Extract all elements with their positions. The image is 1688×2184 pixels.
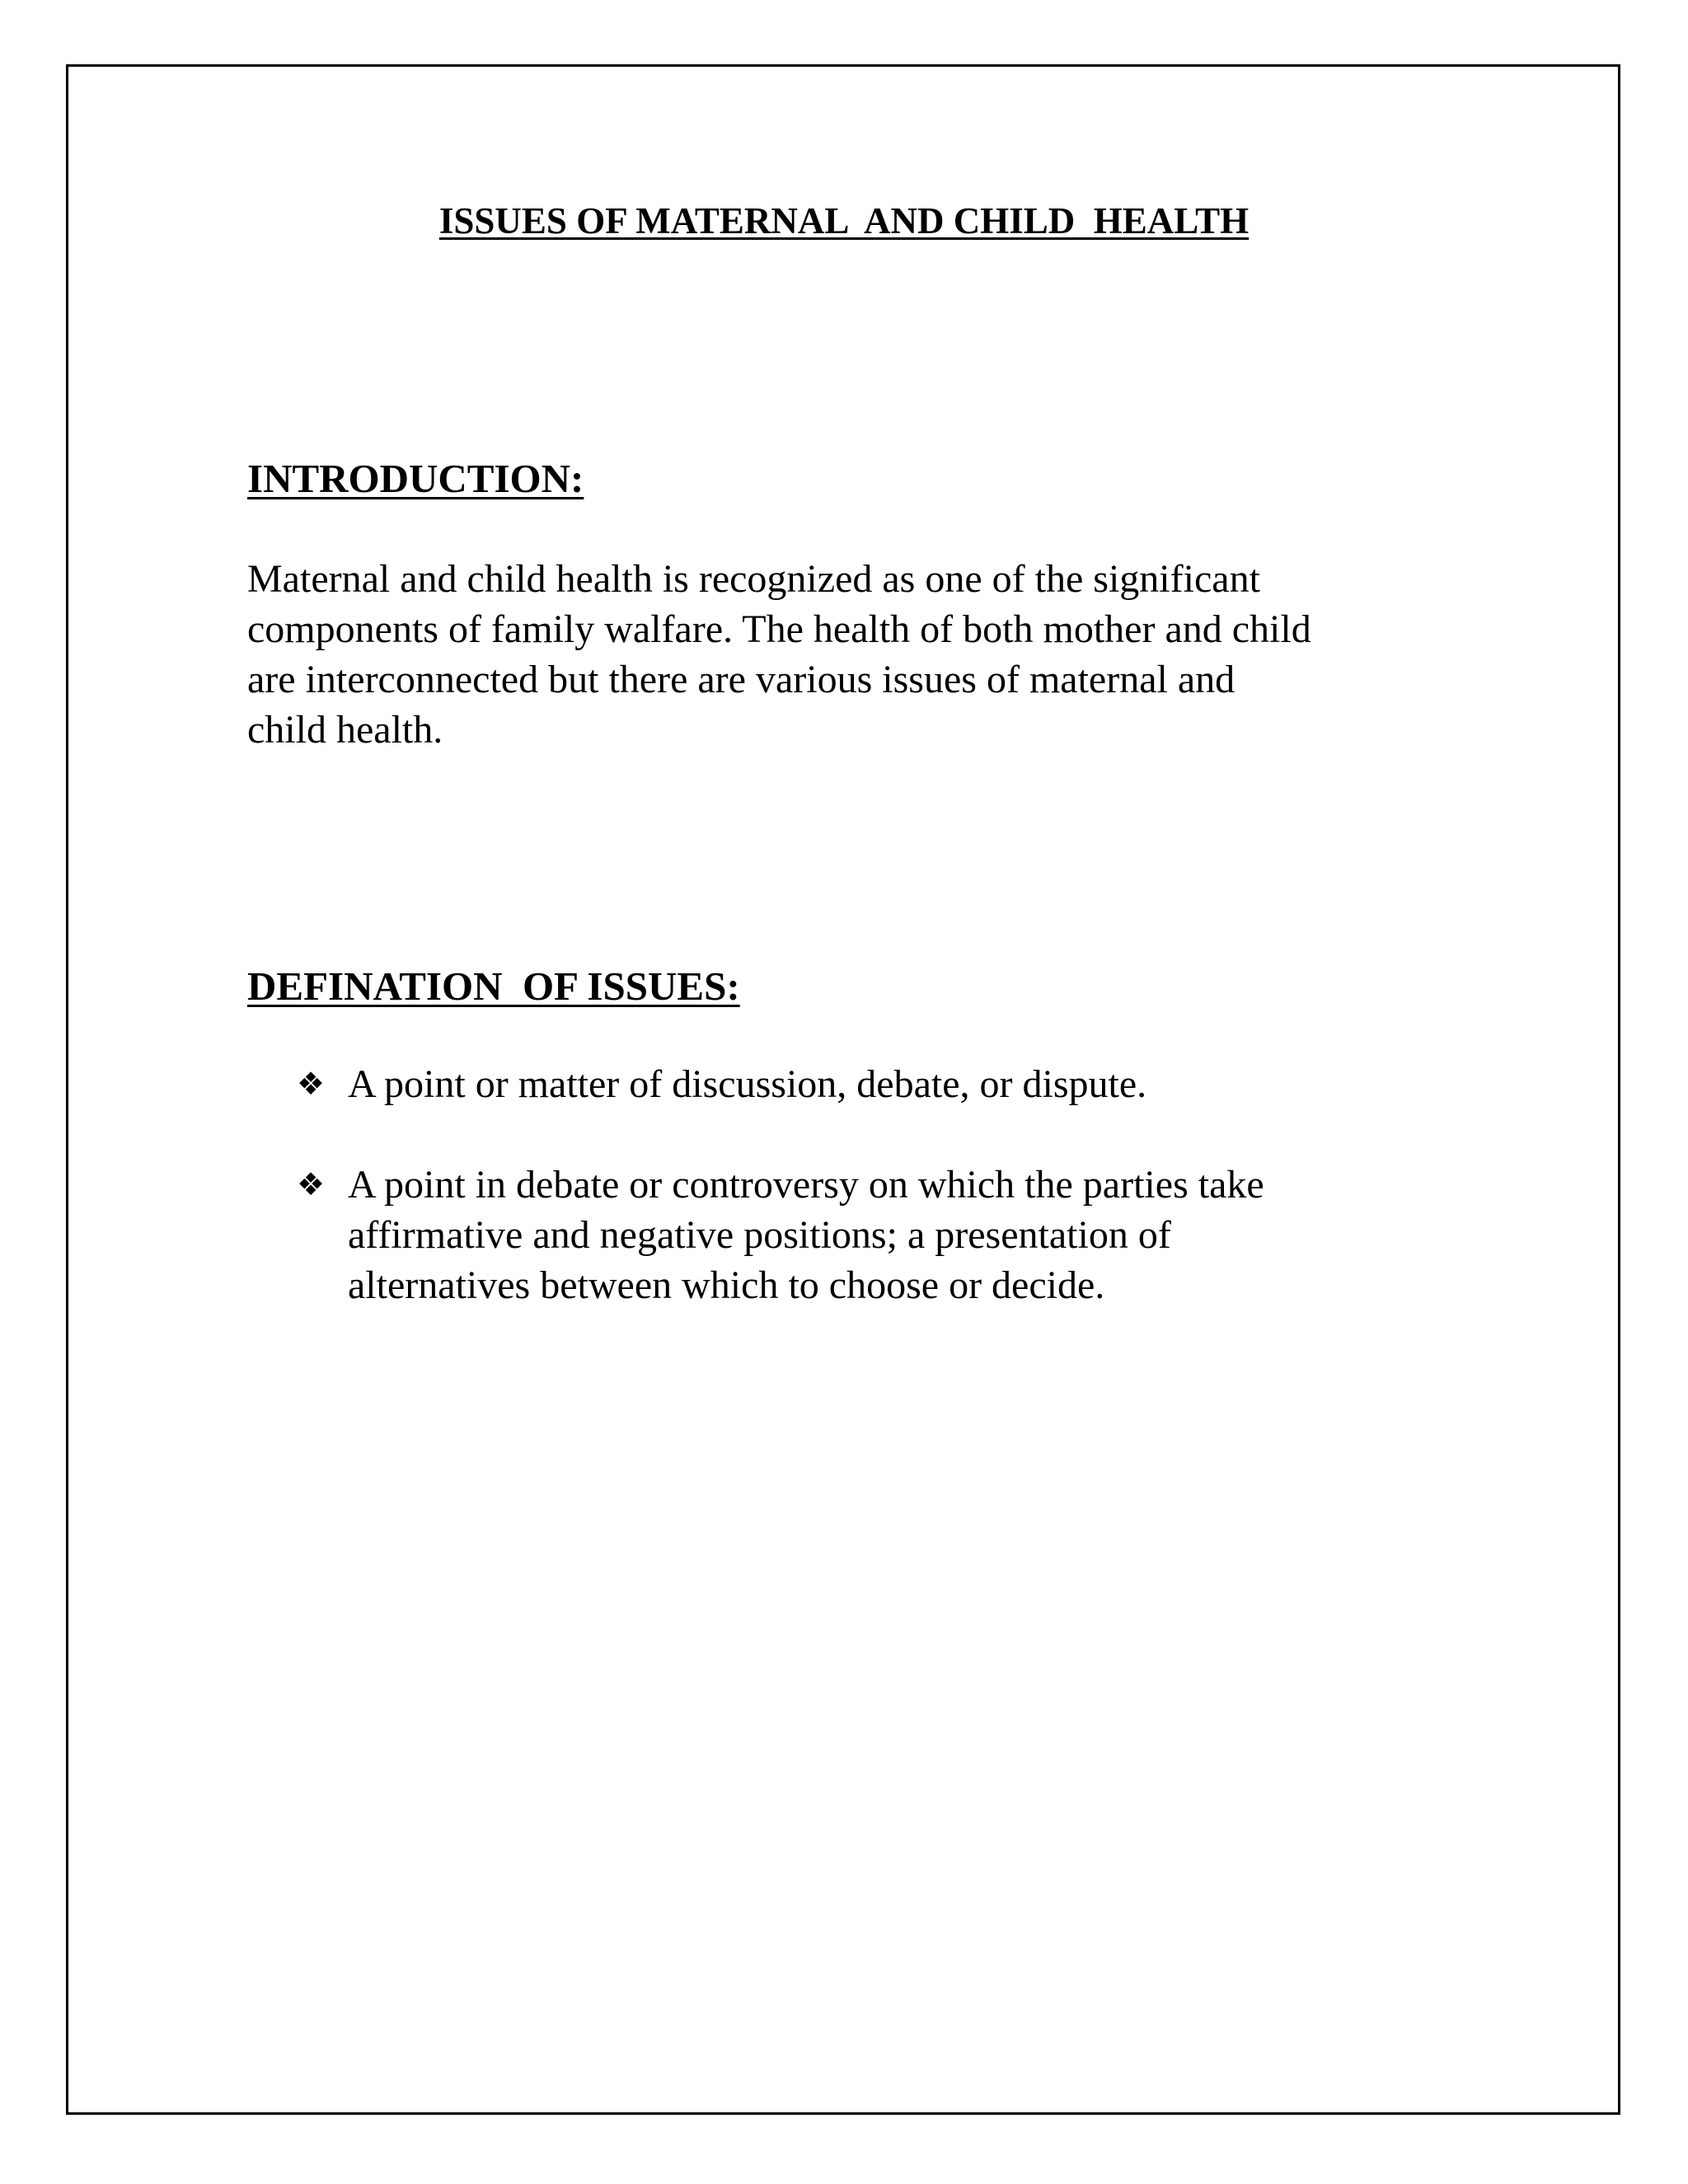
- introduction-line: components of family walfare. The health of both mother and child: [247, 607, 1311, 651]
- four-diamond-bullet-icon: ❖: [297, 1166, 326, 1202]
- introduction-heading: INTRODUCTION:: [247, 456, 584, 501]
- introduction-line: child health.: [247, 708, 443, 752]
- definition-line: affirmative and negative positions; a presentation of: [348, 1213, 1171, 1257]
- definition-line: A point in debate or controversy on which the parties take: [348, 1163, 1264, 1207]
- document-title: ISSUES OF MATERNAL AND CHILD HEALTH: [438, 200, 1250, 241]
- definition-list: [297, 1059, 1264, 1361]
- definition-line: alternatives between which to choose or decide.: [348, 1263, 1105, 1307]
- introduction-line: Maternal and child health is recognized as one of the significant: [247, 557, 1260, 601]
- definition-item: [297, 1160, 1264, 1310]
- introduction-paragraph: [247, 554, 1500, 755]
- definition-item: [297, 1059, 1264, 1109]
- definition-line: A point or matter of discussion, debate, or dispute.: [348, 1062, 1147, 1106]
- introduction-line: are interconnected but there are various issues of maternal and: [247, 658, 1236, 701]
- four-diamond-bullet-icon: ❖: [297, 1066, 326, 1102]
- definition-heading: DEFINATION OF ISSUES:: [247, 963, 740, 1009]
